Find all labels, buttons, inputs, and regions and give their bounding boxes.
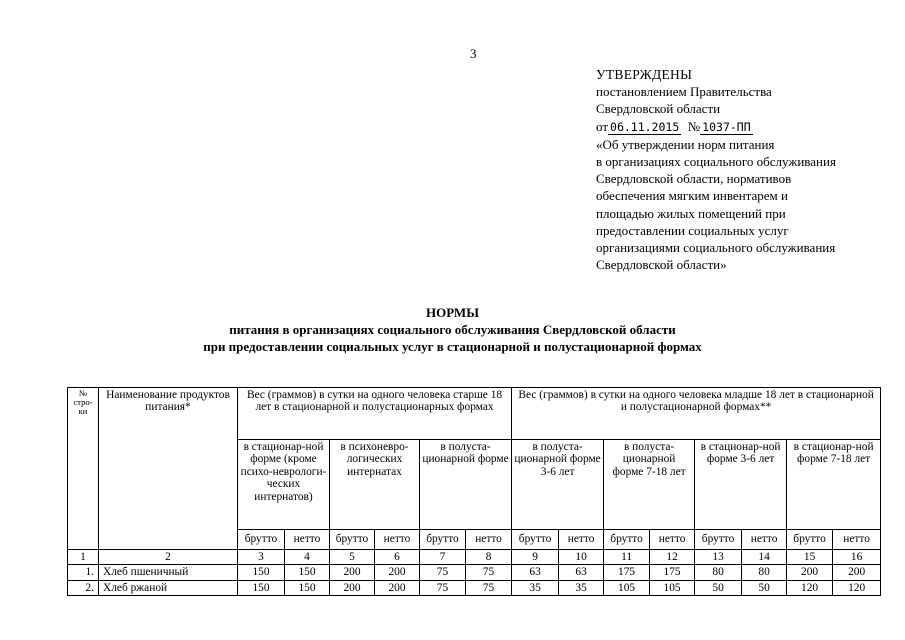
column-number: 7 [420, 550, 466, 565]
column-number: 14 [742, 550, 787, 565]
approval-line: постановлением Правительства [596, 84, 772, 100]
page-number: 3 [470, 46, 477, 61]
column-number: 4 [285, 550, 330, 565]
value-cell: 200 [787, 565, 833, 580]
value-cell: 50 [695, 580, 742, 595]
subheader-inpatient-7-18: в стационар-ной форме 7-18 лет [787, 440, 881, 530]
title-line: при предоставлении социальных услуг в стационарной и полустационарной формах [203, 339, 702, 354]
date-prefix: от [596, 118, 609, 134]
value-cell: 35 [559, 580, 604, 595]
approval-subject-line: «Об утверждении норм питания [596, 136, 775, 152]
value-cell: 150 [238, 580, 285, 595]
value-cell: 63 [559, 565, 604, 580]
gross-label: брутто [238, 530, 285, 550]
approval-block [596, 66, 896, 273]
subheader-psychoneuro: в психоневро-логических интернатах [330, 440, 420, 530]
value-cell: 80 [742, 565, 787, 580]
table-row [68, 565, 881, 580]
value-cell: 200 [375, 580, 420, 595]
value-cell: 200 [330, 580, 375, 595]
header-child-group: Вес (граммов) в сутки на одного человека младше 18 лет в стационарной и полустационарной формах** [512, 388, 881, 440]
subheader-semi-7-18: в полуста-ционарной форме 7-18 лет [604, 440, 695, 530]
gross-label: брутто [695, 530, 742, 550]
value-cell: 200 [833, 565, 881, 580]
header-row [68, 388, 881, 440]
approval-subject-line: площадью жилых помещений при [596, 205, 786, 221]
row-number: 2. [68, 580, 99, 595]
row-number: 1. [68, 565, 99, 580]
column-number: 11 [604, 550, 650, 565]
value-cell: 105 [604, 580, 650, 595]
header-adult-group: Вес (граммов) в сутки на одного человека старше 18 лет в стационарной и полустационарных формах [238, 388, 512, 440]
value-cell: 75 [420, 580, 466, 595]
value-cell: 175 [650, 565, 695, 580]
approval-subject-line: обеспечения мягким инвентарем и [596, 188, 788, 204]
approval-heading: УТВЕРЖДЕНЫ [596, 67, 693, 82]
number-prefix: № [687, 118, 701, 134]
title-line: НОРМЫ [426, 305, 479, 320]
net-label: нетто [466, 530, 512, 550]
column-number-row [68, 550, 881, 565]
column-number: 5 [330, 550, 375, 565]
gross-label: брутто [787, 530, 833, 550]
column-number: 2 [99, 550, 238, 565]
column-number: 9 [512, 550, 559, 565]
value-cell: 175 [604, 565, 650, 580]
value-cell: 50 [742, 580, 787, 595]
value-cell: 105 [650, 580, 695, 595]
column-number: 12 [650, 550, 695, 565]
net-label: нетто [650, 530, 695, 550]
approval-subject-line: организациями социального обслуживания [596, 240, 836, 256]
value-cell: 35 [512, 580, 559, 595]
column-number: 3 [238, 550, 285, 565]
net-label: нетто [742, 530, 787, 550]
value-cell: 75 [420, 565, 466, 580]
value-cell: 75 [466, 565, 512, 580]
number-value: 1037-ПП [702, 119, 751, 134]
value-cell: 63 [512, 565, 559, 580]
document-title [0, 304, 905, 355]
date-value: 06.11.2015 [610, 119, 680, 134]
header-row-number: № стро-ки [68, 388, 99, 550]
value-cell: 75 [466, 580, 512, 595]
subheader-semi-3-6: в полуста-ционарной форме 3-6 лет [512, 440, 604, 530]
column-number: 10 [559, 550, 604, 565]
value-cell: 150 [238, 565, 285, 580]
gross-label: брутто [420, 530, 466, 550]
subheader-inpatient-3-6: в стационар-ной форме 3-6 лет [695, 440, 787, 530]
column-number: 13 [695, 550, 742, 565]
table-row [68, 580, 881, 595]
title-line: питания в организациях социального обслуживания Свердловской области [229, 322, 676, 337]
value-cell: 120 [787, 580, 833, 595]
value-cell: 200 [375, 565, 420, 580]
value-cell: 200 [330, 565, 375, 580]
column-number: 8 [466, 550, 512, 565]
net-label: нетто [559, 530, 604, 550]
approval-subject-line: Свердловской области, нормативов [596, 171, 792, 187]
subheader-semi-inpatient: в полуста-ционарной форме [420, 440, 512, 530]
approval-subject-line: предоставлении социальных услуг [596, 222, 789, 238]
header-product-name: Наименование продуктов питания* [99, 388, 238, 550]
value-cell: 80 [695, 565, 742, 580]
product-name: Хлеб ржаной [99, 580, 238, 595]
net-label: нетто [285, 530, 330, 550]
net-label: нетто [375, 530, 420, 550]
value-cell: 120 [833, 580, 881, 595]
gross-label: брутто [512, 530, 559, 550]
subheader-inpatient: в стационар-ной форме (кроме психо-неврологи-ческих интернатов) [238, 440, 330, 530]
approval-subject-line: в организациях социального обслуживания [596, 154, 836, 170]
value-cell: 150 [285, 580, 330, 595]
norms-table [67, 387, 881, 596]
approval-subject-line: Свердловской области» [596, 257, 727, 273]
approval-date-line [596, 118, 896, 136]
column-number: 6 [375, 550, 420, 565]
column-number: 15 [787, 550, 833, 565]
net-label: нетто [833, 530, 881, 550]
product-name: Хлеб пшеничный [99, 565, 238, 580]
gross-label: брутто [604, 530, 650, 550]
value-cell: 150 [285, 565, 330, 580]
gross-label: брутто [330, 530, 375, 550]
column-number: 1 [68, 550, 99, 565]
approval-line: Свердловской области [596, 101, 721, 117]
column-number: 16 [833, 550, 881, 565]
